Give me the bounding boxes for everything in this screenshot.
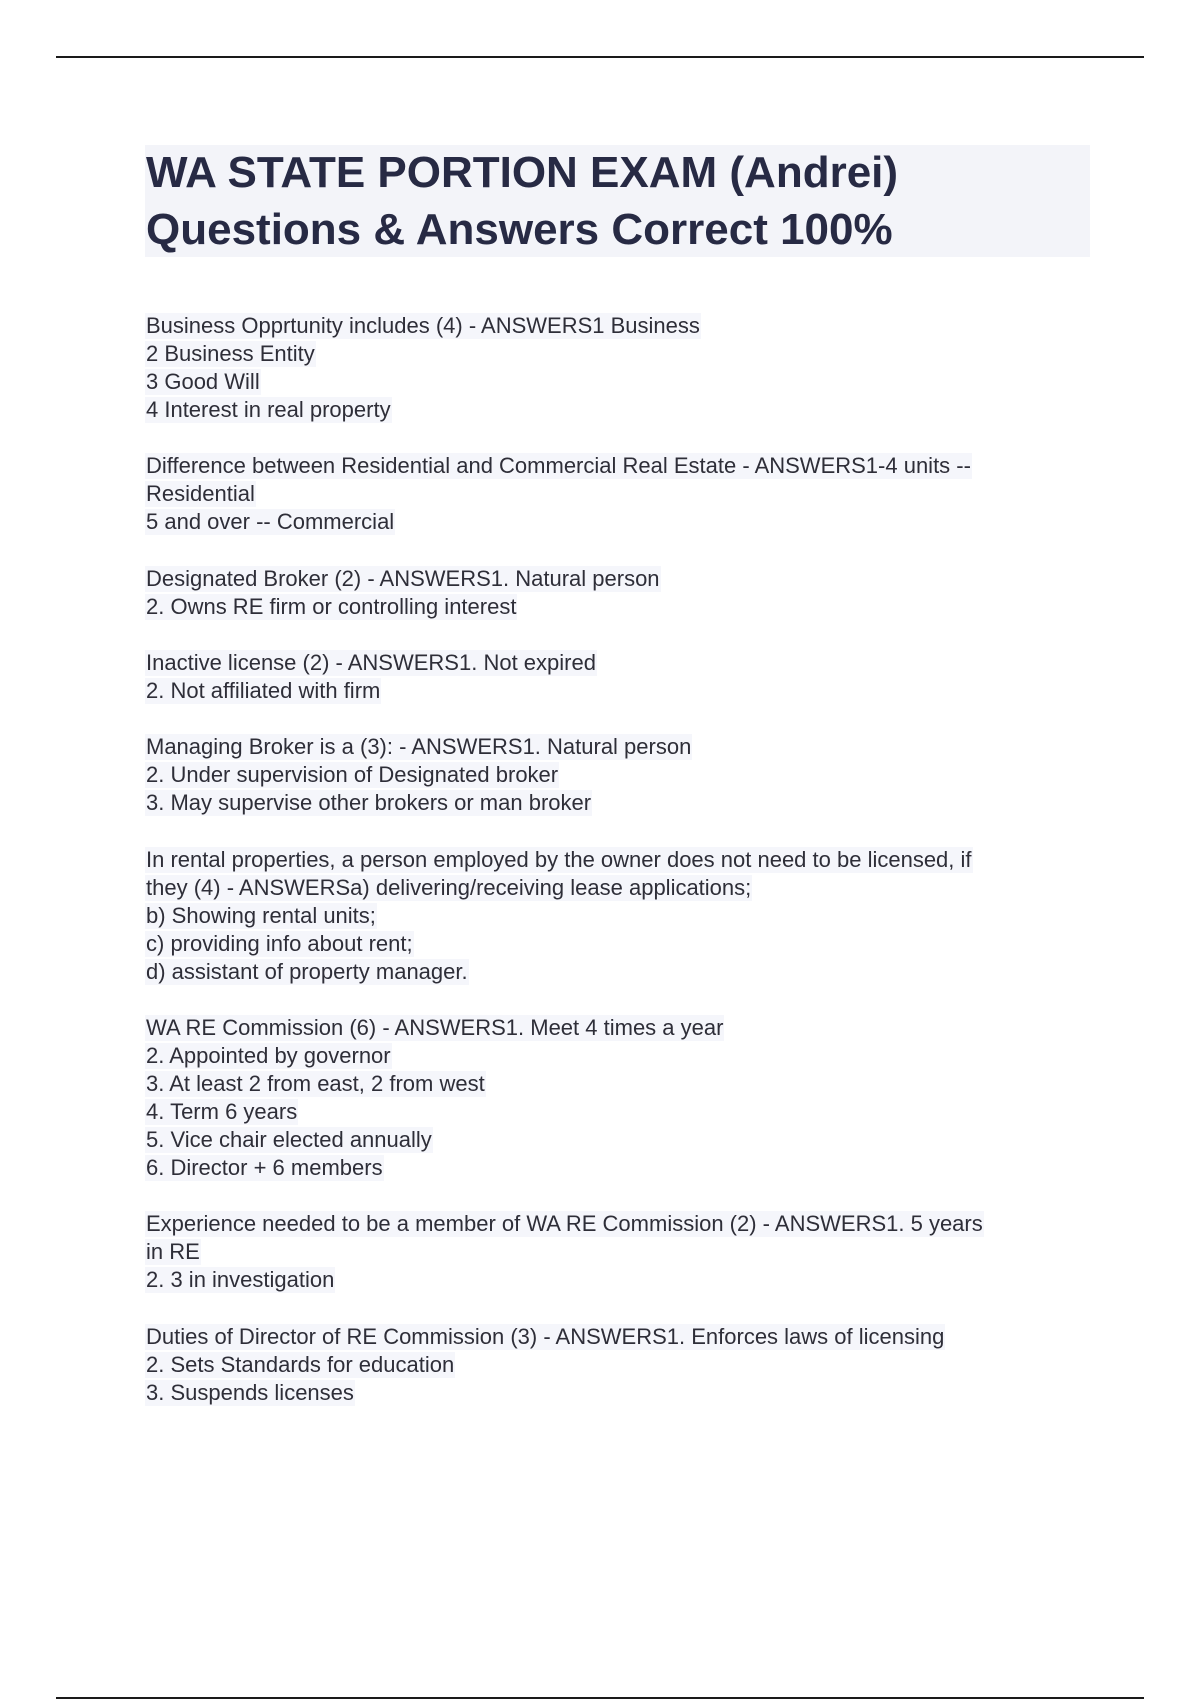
qa-question-line: Business Opprtunity includes (4) - ANSWERS1 Business [146,313,700,338]
qa-answer-line: 3. At least 2 from east, 2 from west [146,1071,485,1096]
qa-answer-line: 2. Under supervision of Designated broker [146,762,559,787]
qa-answer-line: 2. Owns RE firm or controlling interest [146,594,517,619]
qa-answer-line: 4. Term 6 years [146,1099,298,1124]
qa-question-line: Inactive license (2) - ANSWERS1. Not expired [146,650,596,675]
qa-answer-line: d) assistant of property manager. [146,959,468,984]
qa-question-line: Experience needed to be a member of WA RE Commission (2) - ANSWERS1. 5 years [146,1211,983,1236]
qa-answer-line: 2. Sets Standards for education [146,1352,455,1377]
qa-question-line: Designated Broker (2) - ANSWERS1. Natural person [146,566,660,591]
qa-answer-line: 5. Vice chair elected annually [146,1127,432,1152]
qa-question-line: Duties of Director of RE Commission (3) - ANSWERS1. Enforces laws of licensing [146,1324,945,1349]
qa-answer-line: 3. May supervise other brokers or man broker [146,790,592,815]
qa-answer-line: 3 Good Will [146,369,260,394]
qa-answer-line: 3. Suspends licenses [146,1380,354,1405]
qa-question-line: Difference between Residential and Commercial Real Estate - ANSWERS1-4 units -- [146,453,971,478]
qa-answer-line: in RE [146,1239,200,1264]
footer-rule [56,1697,1144,1699]
qa-answer-line: 2. Appointed by governor [146,1043,391,1068]
qa-answer-line: 4 Interest in real property [146,397,391,422]
qa-answer-line: 6. Director + 6 members [146,1155,383,1180]
qa-question-line: WA RE Commission (6) - ANSWERS1. Meet 4 times a year [146,1015,724,1040]
qa-answer-line: b) Showing rental units; [146,903,376,928]
header-rule [56,56,1144,58]
qa-answer-line: 2. 3 in investigation [146,1267,335,1292]
qa-question-line: In rental properties, a person employed by the owner does not need to be licensed, if [146,847,972,872]
qa-answer-line: 2. Not affiliated with firm [146,678,381,703]
qa-answer-line: they (4) - ANSWERSa) delivering/receiving lease applications; [146,875,752,900]
qa-answer-line: 5 and over -- Commercial [146,509,395,534]
qa-answer-line: 2 Business Entity [146,341,315,366]
qa-answer-line: Residential [146,481,255,506]
qa-question-line: Managing Broker is a (3): - ANSWERS1. Natural person [146,734,692,759]
document-title-line-1: WA STATE PORTION EXAM (Andrei) [146,148,899,197]
document-title-line-2: Questions & Answers Correct 100% [146,205,893,254]
qa-answer-line: c) providing info about rent; [146,931,413,956]
